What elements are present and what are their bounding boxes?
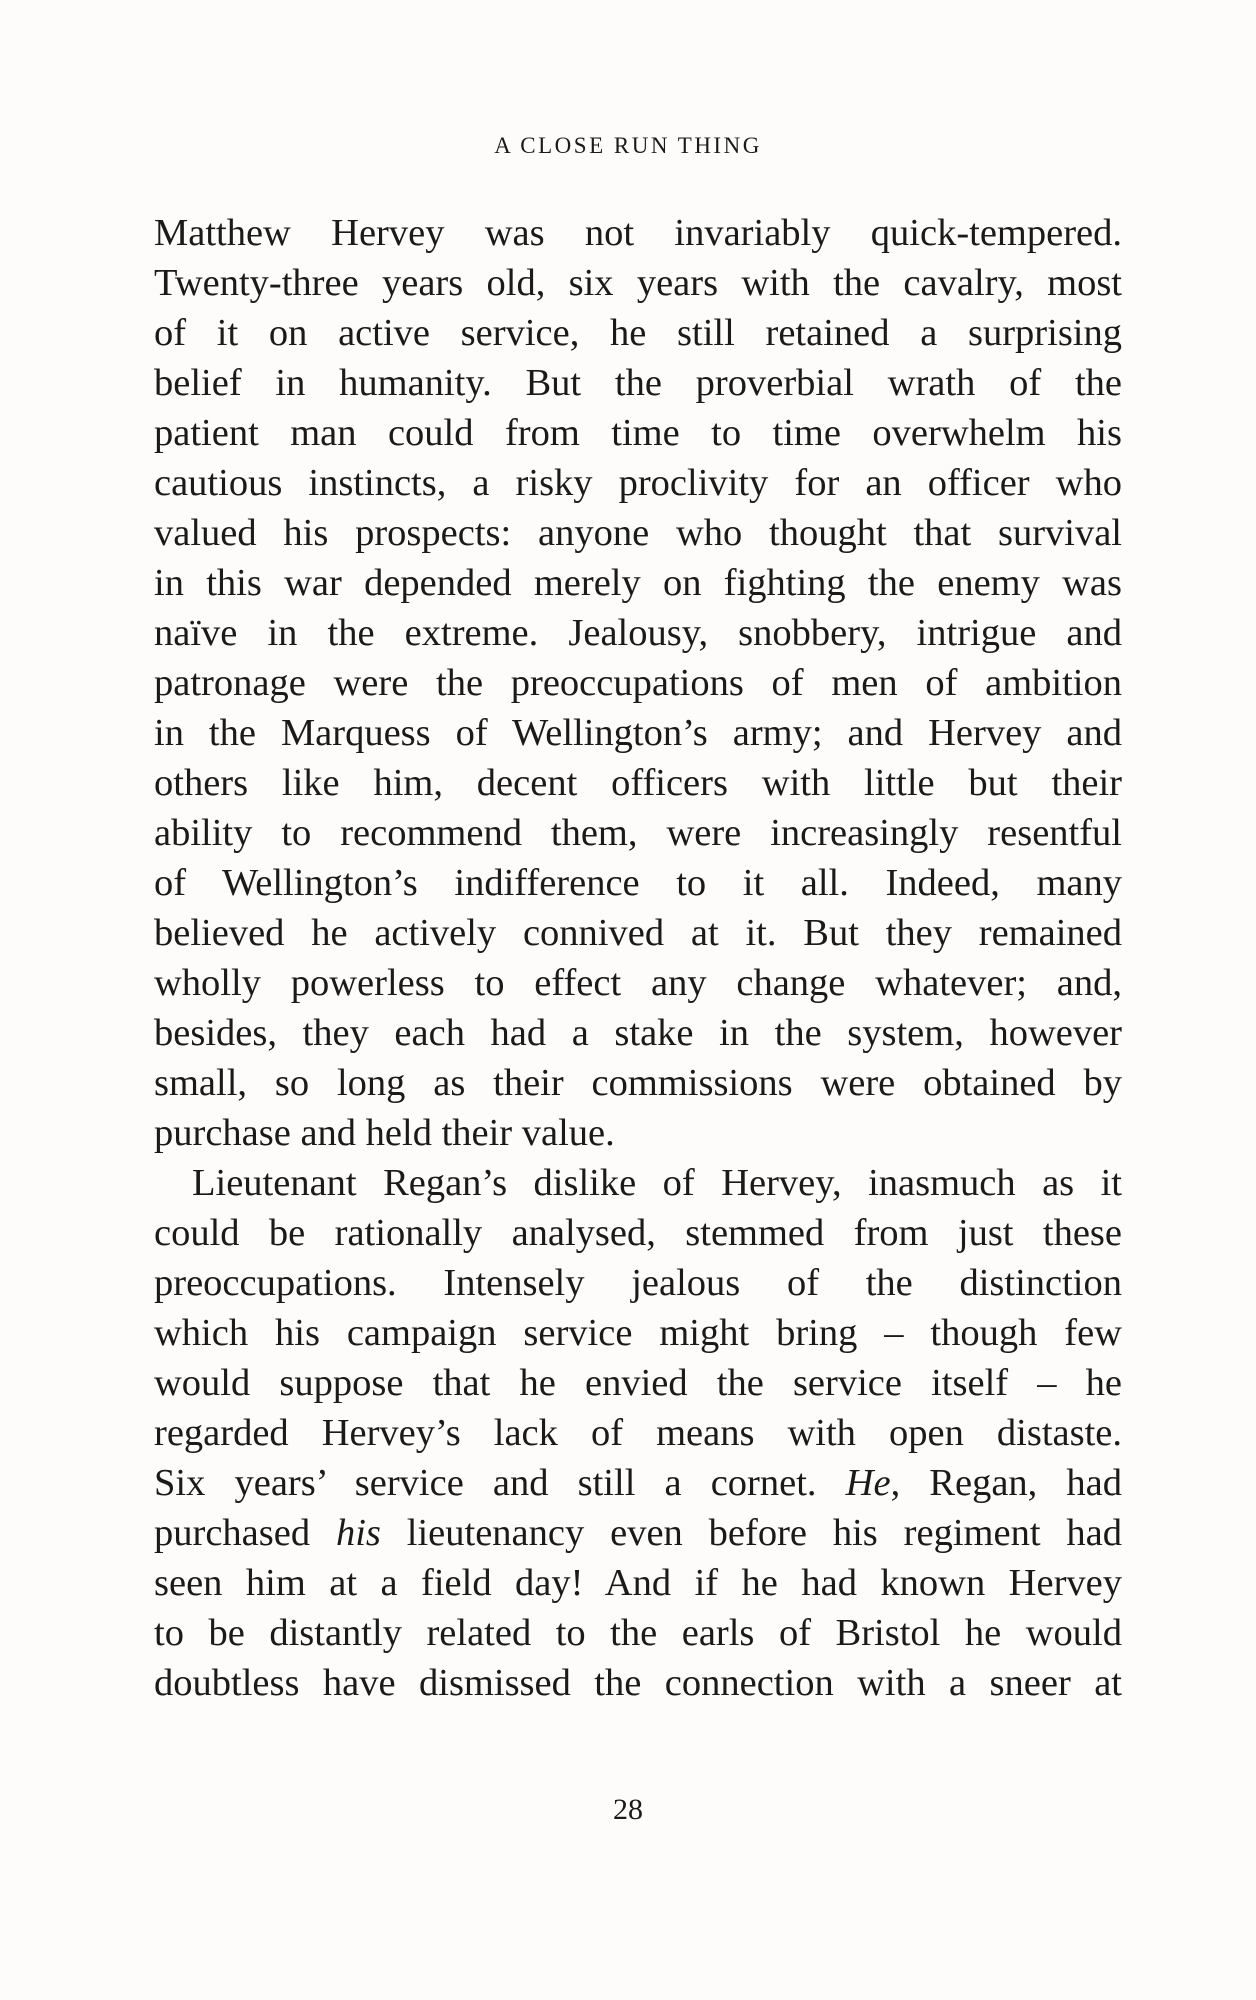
text-line: small, so long as their commissions were obtained by	[154, 1062, 1122, 1104]
text-line: of Wellington’s indifference to it all. Indeed, many	[154, 862, 1122, 904]
text-line: purchase and held their value.	[154, 1112, 615, 1154]
text-run: Six years’ service and still a cornet.	[154, 1462, 846, 1504]
text-line: would suppose that he envied the service itself – he	[154, 1362, 1122, 1404]
text-line: ability to recommend them, were increasingly resentful	[154, 812, 1122, 854]
text-line: Lieutenant Regan’s dislike of Hervey, inasmuch as it	[192, 1162, 1122, 1204]
italic-text: He	[845, 1462, 891, 1504]
text-line: doubtless have dismissed the connection with a sneer at	[154, 1662, 1122, 1704]
text-line	[154, 1458, 1122, 1508]
text-line: which his campaign service might bring – though few	[154, 1312, 1122, 1354]
text-line: preoccupations. Intensely jealous of the distinction	[154, 1262, 1122, 1304]
text-line: to be distantly related to the earls of Bristol he would	[154, 1612, 1122, 1654]
text-line: patient man could from time to time overwhelm his	[154, 412, 1122, 454]
text-line: patronage were the preoccupations of men of ambition	[154, 662, 1122, 704]
paragraph-1	[154, 208, 1122, 1158]
text-line: in the Marquess of Wellington’s army; and Hervey and	[154, 712, 1122, 754]
body-text	[154, 208, 1122, 1708]
text-line: besides, they each had a stake in the system, however	[154, 1012, 1122, 1054]
text-line: wholly powerless to effect any change whatever; and,	[154, 962, 1122, 1004]
text-line: regarded Hervey’s lack of means with open distaste.	[154, 1412, 1122, 1454]
page-number: 28	[613, 1793, 643, 1826]
text-line: could be rationally analysed, stemmed from just these	[154, 1212, 1122, 1254]
text-line: seen him at a field day! And if he had known Hervey	[154, 1562, 1122, 1604]
running-head: A CLOSE RUN THING	[494, 133, 762, 158]
text-line: valued his prospects: anyone who thought that survival	[154, 512, 1122, 554]
text-run: purchased	[154, 1512, 336, 1554]
text-line: of it on active service, he still retained a surprising	[154, 312, 1122, 354]
text-line: cautious instincts, a risky proclivity for an officer who	[154, 462, 1122, 504]
text-line: Twenty-three years old, six years with the cavalry, most	[154, 262, 1122, 304]
text-run: lieutenancy even before his regiment had	[380, 1512, 1122, 1554]
paragraph-2	[154, 1158, 1122, 1708]
text-line: naïve in the extreme. Jealousy, snobbery, intrigue and	[154, 612, 1122, 654]
text-run: , Regan, had	[890, 1462, 1122, 1504]
italic-text: his	[335, 1512, 381, 1554]
text-line	[154, 1508, 1122, 1558]
text-line: believed he actively connived at it. But they remained	[154, 912, 1122, 954]
text-line: belief in humanity. But the proverbial wrath of the	[154, 362, 1122, 404]
text-line: Matthew Hervey was not invariably quick-tempered.	[154, 212, 1122, 254]
text-line: in this war depended merely on fighting the enemy was	[154, 562, 1122, 604]
text-line: others like him, decent officers with little but their	[154, 762, 1122, 804]
